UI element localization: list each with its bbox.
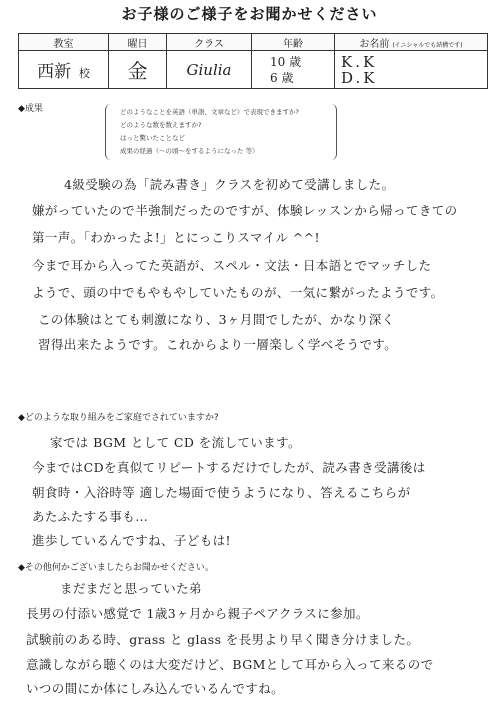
header-name: お名前 bbox=[359, 38, 390, 50]
results-heading: ◆成果 bbox=[18, 104, 43, 114]
school-cell bbox=[19, 51, 109, 89]
results-line: 嫌がっていたので半強制だったのですが、体験レッスンから帰ってきての bbox=[32, 203, 458, 218]
day-cell bbox=[109, 51, 167, 89]
header-name-note: (イニシャルでも結構です) bbox=[392, 41, 463, 49]
results-line: 習得出来たようです。これからより一層楽しく学べそうです。 bbox=[38, 337, 398, 352]
name-value: K.K bbox=[341, 52, 378, 71]
results-line: 第一声。「わかったよ!」とにっこりスマイル ^^! bbox=[32, 230, 320, 245]
home-line: 朝食時・入浴時等 適した場面で使うようになり、答えるこちらが bbox=[32, 485, 411, 500]
results-prompt: どのようなことを英語（単語、文章など）で表現できますか? bbox=[120, 108, 299, 116]
results-prompt: 成果の経過（～の頃～をするようになった 等） bbox=[120, 147, 259, 155]
other-line: 長男の付添い感覚で 1歳3ヶ月から親子ペアクラスに参加。 bbox=[26, 606, 369, 621]
child-info-table bbox=[18, 33, 488, 89]
results-line: ようで、頭の中でもやもやしていたものが、一気に繋がったようです。 bbox=[32, 285, 444, 300]
header-class: クラス bbox=[167, 34, 252, 51]
class-cell bbox=[167, 51, 252, 89]
age-list bbox=[252, 51, 334, 88]
name-cell bbox=[335, 51, 488, 89]
home-line: 進歩しているんですね、子どもは! bbox=[32, 533, 231, 548]
header-school: 教室 bbox=[19, 34, 109, 51]
table-row bbox=[19, 51, 488, 89]
home-line: 家では BGM として CD を流しています。 bbox=[50, 435, 301, 450]
other-line: 試験前のある時、grass と glass を長男より早く聞き分けました。 bbox=[26, 632, 420, 647]
header-day: 曜日 bbox=[109, 34, 167, 51]
header-age: 年齢 bbox=[252, 34, 335, 51]
results-line: 4級受験の為「読み書き」クラスを初めて受講しました。 bbox=[64, 177, 395, 192]
other-line: まだまだと思っていた弟 bbox=[60, 581, 202, 596]
results-line: 今まで耳から入ってた英語が、スペル・文法・日本語とでマッチした bbox=[32, 258, 432, 273]
day-value: 金 bbox=[127, 59, 148, 83]
age-value: 6 歳 bbox=[270, 70, 294, 85]
age-cell bbox=[252, 51, 335, 89]
results-prompt: どのような数を数えますか? bbox=[120, 121, 202, 129]
name-list bbox=[335, 51, 487, 88]
other-line: 意識しながら聴くのは大変だけど、BGMとして耳から入って来るので bbox=[26, 657, 434, 672]
table-header-row bbox=[19, 34, 488, 51]
header-name-cell bbox=[335, 34, 488, 51]
school-value: 西新 bbox=[37, 62, 72, 82]
home-line: あたふたする事も… bbox=[32, 509, 149, 524]
other-line: いつの間にか体にしみ込んでいるんですね。 bbox=[26, 681, 285, 696]
name-value: D.K bbox=[341, 68, 378, 87]
results-line: この体験はとても刺激になり、3ヶ月間でしたが、かなり深く bbox=[38, 312, 395, 327]
form-title: お子様のご様子をお聞かせください bbox=[121, 5, 378, 23]
class-value: Giulia bbox=[186, 60, 232, 79]
home-line: 今まではCDを真似てリピートするだけでしたが、読み書き受講後は bbox=[32, 460, 426, 475]
other-heading: ◆その他何かございましたらお聞かせください。 bbox=[18, 563, 214, 573]
school-suffix: 校 bbox=[78, 67, 90, 80]
home-heading: ◆どのような取り組みをご家庭でされていますか? bbox=[18, 413, 219, 423]
age-value: 10 歳 bbox=[270, 54, 302, 69]
results-prompt: はっと驚いたことなど bbox=[120, 134, 185, 142]
